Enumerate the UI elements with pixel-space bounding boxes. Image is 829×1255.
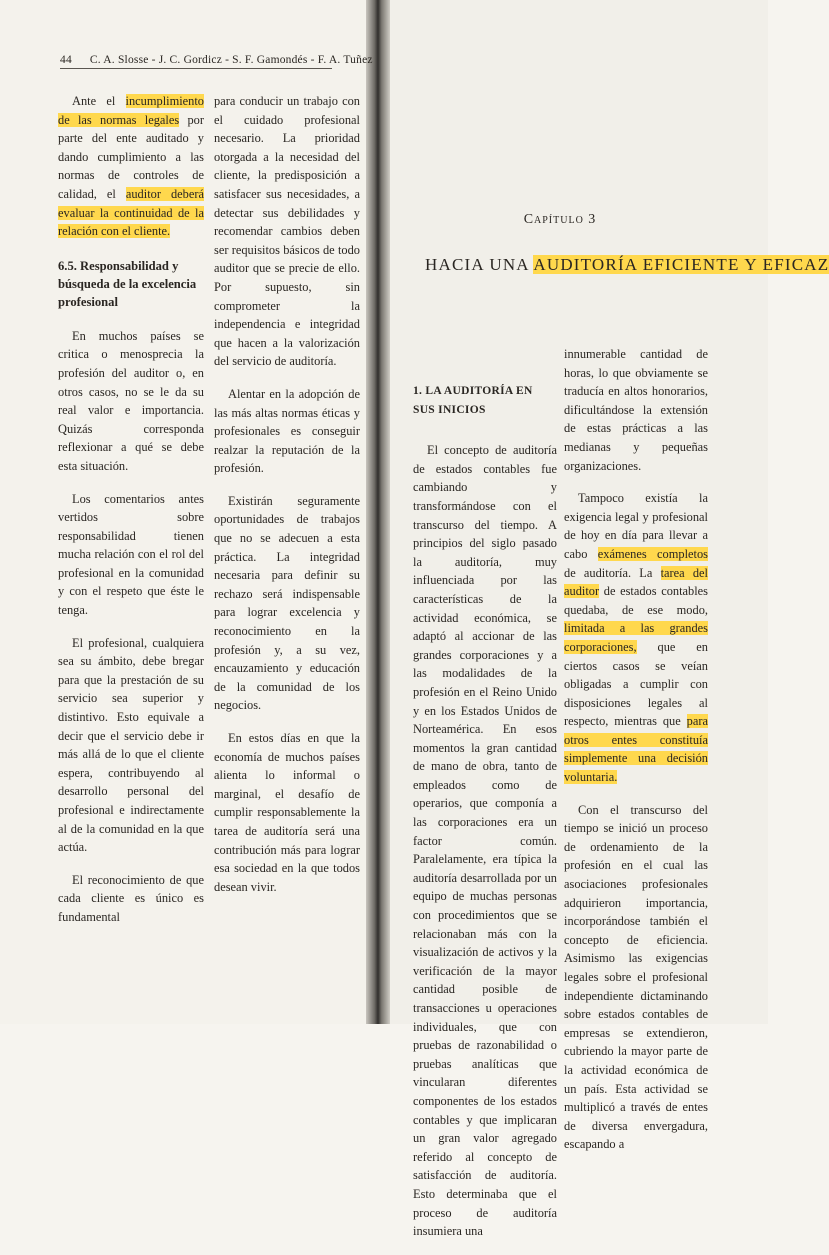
section-heading: 1. LA AUDITORÍA EN SUS INICIOS [413,385,533,416]
highlight: auditor deberá evaluar la continuidad de la relación con el cliente. [58,186,204,239]
paragraph: Con el transcurso del tiempo se inició un proceso de ordenamiento de la profesión en el cual las asociaciones profesionales adquirieron importancia, incorporándose también el concepto de eficiencia. Asimismo las exigencias legales sobre el profesional independiente dictaminando sobre estados contables de empresas se extendieron, cubriendo la mayor parte de la actividad económica de un país. Esta actividad se multiplicó a través de entes de diversa envergadura, escapando a [564,802,708,1152]
paragraph: Ante el incumplimiento de las normas legales por parte del ente auditado y dando cumplimiento a las normas de controles de calidad, el auditor deberá evaluar la continuidad de la relación con el cliente. [58,94,204,239]
highlight: para otros entes constituía simplemente una decisión voluntaria. [564,714,708,785]
paragraph: innumerable cantidad de horas, lo que obviamente se traducía en altos honorarios, dificultándose la extensión de estas prácticas a las medianas y pequeñas organizaciones. [564,347,708,473]
paragraph: En muchos países se critica o menosprecia la profesión del auditor o, en otros casos, no se le da su real valor e importancia. Quizás corresponda reflexionar a qué se debe esta situación. [58,328,204,473]
highlight: incumplimiento de las normas legales [58,94,204,127]
highlight: AUDITORÍA EFICIENTE Y EFICAZ [533,255,829,274]
paragraph: Los comentarios antes vertidos sobre responsabilidad tienen mucha relación con el rol del profesional en la comunidad y con el respeto que éste le tenga. [58,491,204,618]
paragraph: Existirán seguramente oportunidades de trabajos que no se adecuen a esta práctica. La integridad necesaria para definir su rechazo será indispensable para lograr excelencia y reconocimiento en la profesión y, a su vez, encauzamiento y educación de la comunidad de los negocios. [214,493,360,713]
paragraph: para conducir un trabajo con el cuidado profesional necesario. La prioridad otorgada a la necesidad del cliente, la predisposición a satisfacer sus necesidades, a detectar sus debilidades y recomendar cambios deben ser requisitos básicos de todo auditor que se precie de ello. Por supuesto, sin comprometer la independencia e integridad que hacen a la valorización del servicio de auditoría. [214,94,360,369]
chapter-label: Capítulo 3 [523,212,597,227]
paragraph: En estos días en que la economía de muchos países alienta lo informal o marginal, el desafío de cumplir responsablemente la tarea de auditoría será una contribución más para lograr esa sociedad en la que todos desean vivir. [214,731,360,894]
header-authors: C. A. Slosse - J. C. Gordicz - S. F. Gamondés - F. A. Tuñez [89,54,373,66]
highlight: tarea del auditor [564,565,708,599]
left-column-1 [58,92,204,941]
highlight: limitada a las grandes corporaciones, [564,621,708,654]
page-number: 44 [60,54,72,66]
paragraph: El concepto de auditoría de estados contables fue cambiando y transformándose con el transcurso del tiempo. A principios del siglo pasado la auditoría, muy influenciada por las características de la actividad económica, se adaptó al accionar de las grandes corporaciones y a las modalidades de la profesión en el Reino Unido y en los Estados Unidos de Norteamérica. En esos momentos la gran cantidad de mano de obra, tanto de empleados como de operarios, que componía a las corporaciones era un factor común. Paralelamente, era típica la auditoría desarrollada por un equipo de muchas personas con procedimientos que se relacionaban más con la visualización de activos y la verificación de la mayor cantidad posible de transacciones u operaciones individuales, que con pruebas de razonabilidad o pruebas analíticas que vincularan diferentes componentes de los estados contables y que implicaran un gran valor agregado referido al concepto de satisfacción de auditoría. Esto determinaba que el proceso de auditoría insumiera una [413,443,557,1239]
paragraph: El reconocimiento de que cada cliente es único es fundamental [58,872,204,924]
chapter-title: HACIA UNA AUDITORÍA EFICIENTE Y EFICAZ [425,255,829,274]
left-column-2 [214,92,360,910]
section-heading: 6.5. Responsabilidad y búsqueda de la excelencia profesional [58,258,197,309]
right-column-2 [564,345,708,1168]
paragraph: El profesional, cualquiera sea su ámbito, debe bregar para que la prestación de su servicio sea superior y distintivo. Esto equivale a decir que el servicio debe ir más allá de lo que el cliente espera, contribuyendo al desarrollo personal del profesional e indirectamente al de la comunidad en la que actúa. [58,635,204,855]
paragraph: Tampoco existía la exigencia legal y profesional de hoy en día para llevar a cabo exámenes completos de auditoría. La tarea del auditor de estados contables quedaba, de ese modo, limitada a las grandes corporaciones, que en ciertos casos se veían obligadas a cumplir con disposiciones legales al respecto, mientras que para otros entes constituía simplemente una decisión voluntaria. [564,491,708,785]
right-column-1 [413,382,557,1255]
book-gutter [366,0,390,1024]
paragraph: Alentar en la adopción de las más altas normas éticas y profesionales es conseguir realzar la reputación de la profesión. [214,386,360,476]
running-header [60,54,373,69]
highlight: exámenes completos [597,546,708,561]
